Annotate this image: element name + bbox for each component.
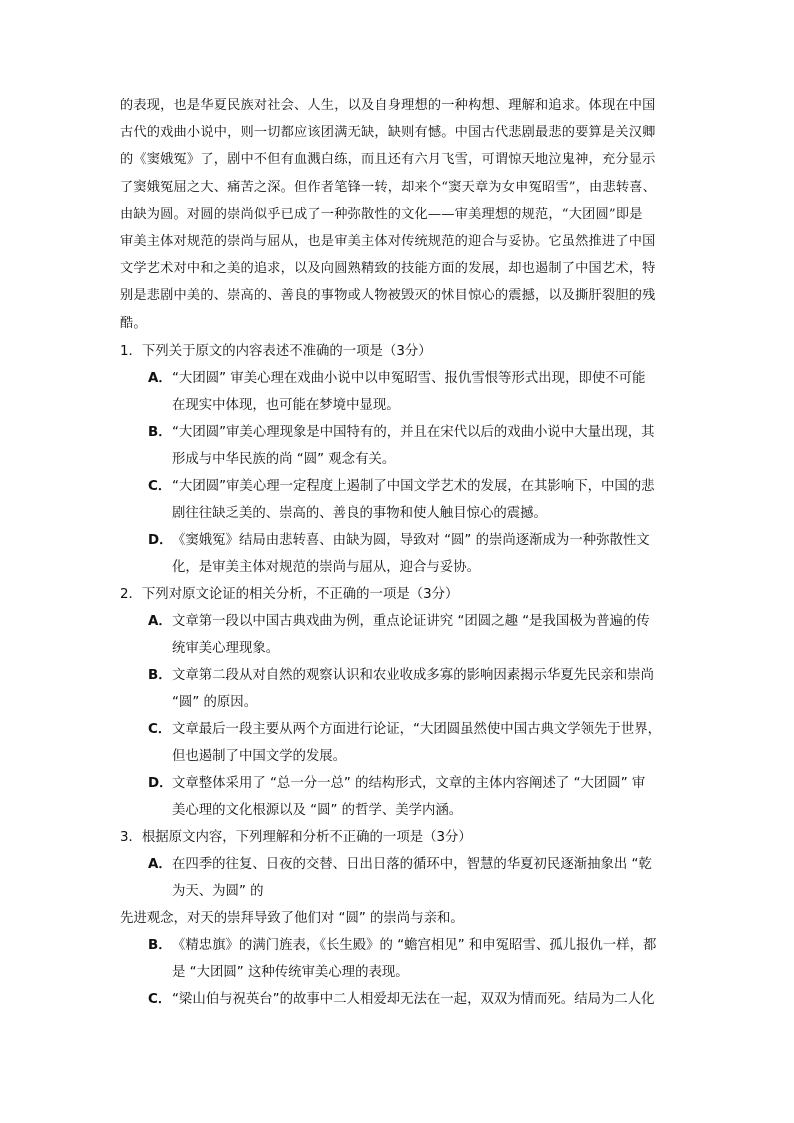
question-3-option-c (148, 986, 680, 1013)
option-text: 《精忠旗》的满门旌表，《长生殿》的 “蟾宫相见” 和申冤昭雪、孤儿报仇一样，都 (172, 938, 657, 953)
option-text: “梁山伯与祝英台”的故事中二人相爱却无法在一起，双双为情而死。结局为二人化 (172, 992, 655, 1007)
option-label: A． (148, 614, 172, 629)
option-text-continued: 统审美心理现象。 (172, 641, 280, 656)
question-2-option-b (148, 662, 680, 716)
question-1-option-a (148, 365, 680, 419)
option-text-continued: 化，是审美主体对规范的崇尚与屈从，迎合与妥协。 (172, 560, 480, 575)
option-text-continued: “圆” 的原因。 (172, 695, 258, 710)
passage-line: 古代的戏曲小说中，则一切都应该团满无缺，缺则有憾。中国古代悲剧最悲的要算是关汉卿 (120, 125, 656, 141)
passage-line: 的《窦娥冤》了，剧中不但有血溅白练，而且还有六月飞雪，可谓惊天地泣鬼神，充分显示 (120, 152, 656, 168)
option-label: D． (148, 776, 173, 791)
passage-line: 由缺为圆。对圆的崇尚似乎已成了一种弥散性的文化——审美理想的规范，“大团圆”即是 (120, 206, 643, 222)
option-label: B． (148, 938, 172, 953)
option-label: B． (148, 668, 172, 683)
passage-line: 酷。 (120, 315, 147, 331)
question-1-option-c (148, 473, 680, 527)
option-text-continued: 为天、为圆” 的 (172, 884, 264, 899)
reading-passage (120, 92, 676, 337)
question-1-option-b (148, 419, 680, 473)
option-text: 文章整体采用了 “总一分一总” 的结构形式，文章的主体内容阐述了 “大团圆” 审 (172, 776, 646, 791)
option-text-continued: 形成与中华民族的尚 “圆” 观念有关。 (172, 452, 396, 467)
question-2-option-c (148, 716, 680, 770)
option-text-continued: 是 “大团圆” 这种传统审美心理的表现。 (172, 965, 409, 980)
passage-line: 别是悲剧中美的、崇高的、善良的事物或人物被毁灭的怵目惊心的震撼，以及撕肝裂胆的残 (120, 288, 656, 304)
option-text: 文章最后一段主要从两个方面进行论证，“大团圆虽然使中国古典文学领先于世界， (172, 722, 661, 737)
option-text: “大团圆”审美心理一定程度上遏制了中国文学艺术的发展，在其影响下，中国的悲 (172, 479, 655, 494)
option-text: 《窦娥冤》结局由悲转喜、由缺为圆，导致对 “圆” 的崇尚逐渐成为一种弥散性文 (172, 533, 650, 548)
passage-line: 的表现，也是华夏民族对社会、人生，以及自身理想的一种构想、理解和追求。体现在中国 (120, 98, 656, 113)
option-text-continued: 在现实中体现，也可能在梦境中显现。 (172, 398, 400, 413)
question-stem-3: 3．根据原文内容，下列理解和分析不正确的一项是（3分） (120, 830, 472, 845)
option-text-continued: 先进观念，对天的崇拜导致了他们对 “圆” 的崇尚与亲和。 (120, 911, 464, 926)
question-2-option-d (148, 770, 680, 824)
passage-line: 审美主体对规范的崇尚与屈从，也是审美主体对传统规范的迎合与妥协。它虽然推进了中国 (120, 234, 656, 250)
option-label: C． (148, 479, 172, 494)
question-3-option-b (148, 932, 680, 986)
question-stem-1: 1．下列关于原文的内容表述不准确的一项是（3分） (120, 344, 432, 359)
question-1-option-d (148, 527, 680, 581)
question-3-option-a (120, 851, 680, 932)
option-label: B． (148, 425, 172, 440)
option-label: A． (148, 371, 172, 386)
option-text: “大团圆”审美心理现象是中国特有的，并且在宋代以后的戏曲小说中大量出现，其 (172, 425, 655, 440)
question-list (120, 338, 680, 1013)
question-2-option-a (148, 608, 680, 662)
option-text-continued: 剧往往缺乏美的、崇高的、善良的事物和使人触目惊心的震撼。 (172, 506, 547, 521)
option-label: C． (148, 992, 172, 1007)
option-label: C． (148, 722, 172, 737)
option-label: D． (148, 533, 173, 548)
option-text: 文章第一段以中国古典戏曲为例，重点论证讲究 “团圆之趣 “是我国极为普遍的传 (172, 614, 650, 629)
option-label: A． (148, 857, 172, 872)
option-text-continued: 但也遏制了中国文学的发展。 (172, 749, 347, 764)
option-text: “大团圆” 审美心理在戏曲小说中以申冤昭雪、报仇雪恨等形式出现，即使不可能 (172, 371, 646, 386)
passage-line: 了窦娥冤屈之大、痛苦之深。但作者笔锋一转，却来个“窦天章为女申冤昭雪”，由悲转喜、 (120, 179, 656, 195)
option-text-continued: 美心理的文化根源以及 “圆” 的哲学、美学内涵。 (172, 803, 463, 818)
option-text: 文章第二段从对自然的观察认识和农业收成多寡的影响因素揭示华夏先民亲和崇尚 (172, 668, 655, 683)
question-stem-2: 2．下列对原文论证的相关分析，不正确的一项是（3分） (120, 587, 459, 602)
option-text: 在四季的往复、日夜的交替、日出日落的循环中，智慧的华夏初民逐渐抽象出 “乾 (172, 857, 652, 872)
passage-line: 文学艺术对中和之美的追求，以及向圆熟精致的技能方面的发展，却也遏制了中国艺术，特 (120, 261, 656, 277)
